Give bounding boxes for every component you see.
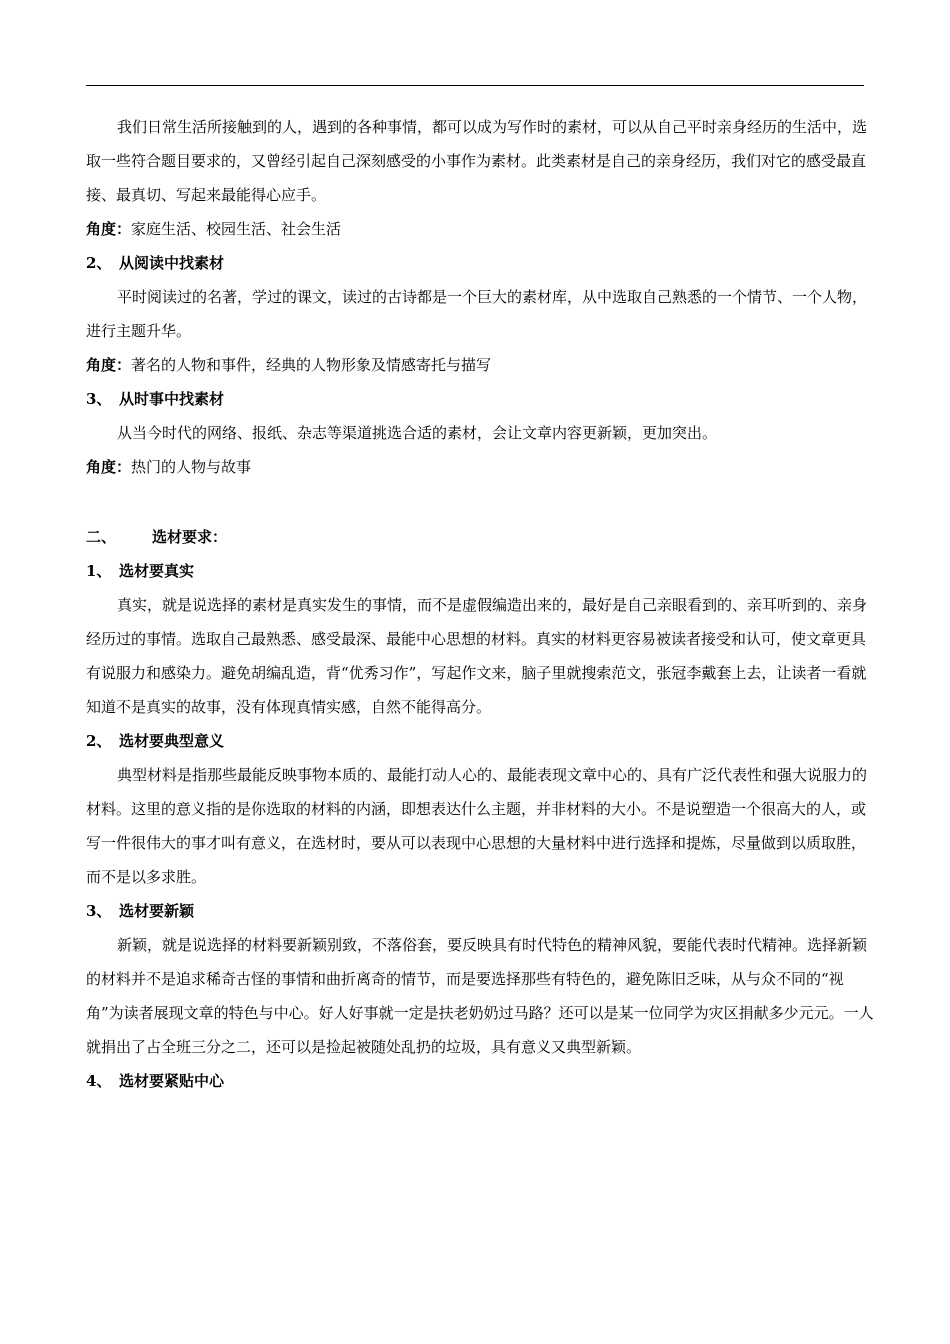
angle-line-3	[86, 450, 876, 484]
reading-paragraph: 平时阅读过的名著，学过的课文，读过的古诗都是一个巨大的素材库，从中选取自己熟悉的一个情节、一个人物，进行主题升华。	[86, 288, 868, 340]
heading-title: 从阅读中找素材	[119, 254, 225, 272]
heading-number: 3、	[86, 902, 112, 920]
intro-paragraph: 我们日常生活所接触到的人，遇到的各种事情，都可以成为写作时的素材，可以从自己平时亲身经历的生活中，选取一些符合题目要求的，又曾经引起自己深刻感受的小事作为素材。此类素材是自己的亲身经历，我们对它的感受最直接、最真切、写起来最能得心应手。	[86, 118, 868, 204]
header-rule	[86, 85, 864, 86]
truth-paragraph: 真实，就是说选择的素材是真实发生的事情，而不是虚假编造出来的，最好是自己亲眼看到的、亲耳听到的、亲身经历过的事情。选取自己最熟悉、感受最深、最能中心思想的材料。真实的材料更容易被读者接受和认可，使文章更具有说服力和感染力。避免胡编乱造，背“优秀习作”，写起作文来，脑子里就搜索范文，张冠李戴套上去，让读者一看就知道不是真实的故事，没有体现真情实感，自然不能得高分。	[86, 596, 868, 716]
heading-center	[86, 1064, 876, 1098]
document-body	[86, 110, 876, 1098]
section-number: 二、	[86, 528, 117, 546]
current-events-paragraph: 从当今时代的网络、报纸、杂志等渠道挑选合适的素材，会让文章内容更新颖，更加突出。	[117, 424, 718, 442]
heading-title: 从时事中找素材	[119, 390, 225, 408]
heading-number: 2、	[86, 732, 112, 750]
heading-truth	[86, 554, 876, 588]
typical-paragraph: 典型材料是指那些最能反映事物本质的、最能打动人心的、最能表现文章中心的、具有广泛代表性和强大说服力的材料。这里的意义指的是你选取的材料的内涵，即想表达什么主题，并非材料的大小。不是说塑造一个很高大的人，或写一件很伟大的事才叫有意义，在选材时，要从可以表现中心思想的大量材料中进行选择和提炼，尽量做到以质取胜，而不是以多求胜。	[86, 766, 868, 886]
heading-typical	[86, 724, 876, 758]
angle-label: 角度：	[86, 220, 132, 238]
heading-number: 1、	[86, 562, 112, 580]
angle-line-1	[86, 212, 876, 246]
heading-title: 选材要典型意义	[119, 732, 225, 750]
novel-paragraph: 新颖，就是说选择的材料要新颖别致，不落俗套，要反映具有时代特色的精神风貌，要能代表时代精神。选择新颖的材料并不是追求稀奇古怪的事情和曲折离奇的情节，而是要选择那些有特色的，避免陈旧乏味，从与众不同的“视角”为读者展现文章的特色与中心。好人好事就一定是扶老奶奶过马路？还可以是某一位同学为灾区捐献多少元元。一人就捐出了占全班三分之二，还可以是捡起被随处乱扔的垃圾，具有意义又典型新颖。	[86, 936, 874, 1056]
angle-text: 家庭生活、校园生活、社会生活	[131, 220, 342, 238]
section-title: 选材要求：	[152, 528, 228, 546]
heading-title: 选材要真实	[119, 562, 195, 580]
heading-number: 3、	[86, 390, 112, 408]
heading-number: 4、	[86, 1072, 112, 1090]
heading-novel	[86, 894, 876, 928]
angle-text: 著名的人物和事件，经典的人物形象及情感寄托与描写	[131, 356, 492, 374]
section-heading	[86, 520, 876, 554]
heading-title: 选材要紧贴中心	[119, 1072, 225, 1090]
heading-current-events	[86, 382, 876, 416]
angle-line-2	[86, 348, 876, 382]
angle-label: 角度：	[86, 458, 132, 476]
heading-number: 2、	[86, 254, 112, 272]
angle-text: 热门的人物与故事	[131, 458, 252, 476]
heading-title: 选材要新颖	[119, 902, 195, 920]
angle-label: 角度：	[86, 356, 132, 374]
heading-reading	[86, 246, 876, 280]
